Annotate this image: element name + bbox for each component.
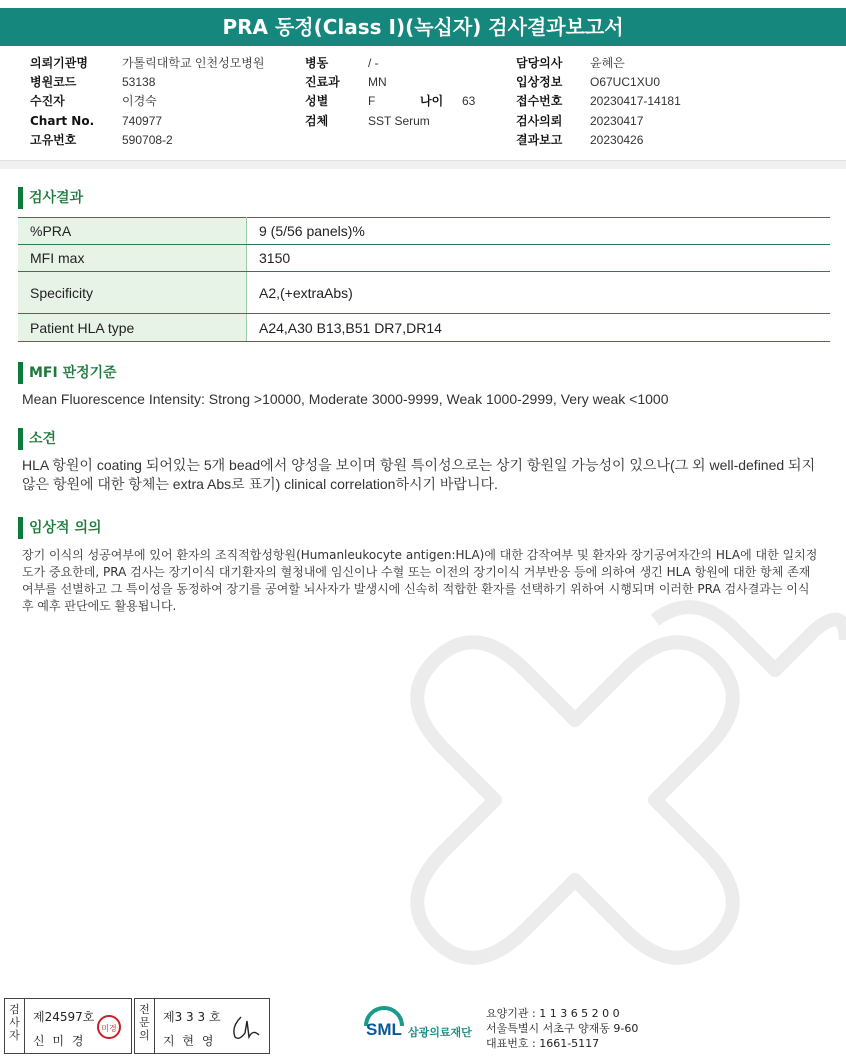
- info-value-ward: / -: [368, 56, 379, 70]
- info-value-department: MN: [368, 75, 387, 89]
- watermark-logo-icon: [395, 600, 846, 980]
- result-key: Patient HLA type: [18, 314, 247, 342]
- info-label-receipt-no: 접수번호: [516, 94, 563, 108]
- info-label-institution: 의뢰기관명: [30, 56, 88, 70]
- institution-location: 서울특별시 서초구 양재동 9-60: [486, 1022, 639, 1035]
- sml-logo: [362, 1004, 482, 1048]
- info-label-age: 나이: [420, 94, 444, 108]
- clinical-significance-text: 장기 이식의 성공여부에 있어 환자의 조직적합성항원(Humanleukocyte antigen:HLA)에 대한 감작여부 및 환자와 장기공여자간의 HLA에 대한 일치정도가 중요한데, PRA 검사는 장기이식 대기환자의 혈청내에 임신이나 수혈 또는 이전의 장기이식 거부반응 등에 의하여 생긴 HLA 항원에 대한 항체 존재 여부를 선별하고 그 특이성을 동정하여 장기를 공여할 뇌사자가 발생시에 신속히 적합한 환자를 선택하기 위하여 시행되며 이러한 PRA 검사결과는 이식 후 예후 판단에도 활용됩니다.: [22, 548, 818, 613]
- results-table: [18, 217, 830, 342]
- result-key: %PRA: [18, 218, 247, 245]
- info-value-receipt-no: 20230417-14181: [590, 94, 681, 108]
- result-key: Specificity: [18, 272, 247, 314]
- result-value: 9 (5/56 panels)%: [247, 218, 831, 245]
- info-value-hospital-code: 53138: [122, 75, 156, 89]
- confirmer-signature-icon: [229, 1013, 263, 1043]
- mfi-criteria-text: Mean Fluorescence Intensity: Strong >10000, Moderate 3000-9999, Weak 1000-2999, Very weak <1000: [22, 391, 669, 407]
- info-value-age: 63: [462, 94, 476, 108]
- info-label-unique-no: 고유번호: [30, 133, 77, 147]
- info-label-specimen: 검체: [305, 114, 329, 128]
- report-footer: [0, 996, 846, 1056]
- info-value-result-report: 20230426: [590, 133, 644, 147]
- confirmer-license: 제3 3 3 호: [163, 1010, 221, 1024]
- finding-text: HLA 항원이 coating 되어있는 5개 bead에서 양성을 보이며 항원 특이성으로는 상기 항원일 가능성이 있으나(그 외 well-defined 되지 않은 항원에 대한 항체는 extra Abs로 표기) clinical correlation하시기 바랍니다.: [22, 457, 816, 492]
- section-heading-finding: 소견: [18, 428, 56, 450]
- table-row: [18, 245, 830, 272]
- result-value: A24,A30 B13,B51 DR7,DR14: [247, 314, 831, 342]
- info-value-clinical-info: O67UC1XU0: [590, 75, 661, 89]
- info-label-patient: 수진자: [30, 94, 65, 108]
- info-value-patient: 이경숙: [122, 94, 157, 108]
- info-label-hospital-code: 병원코드: [30, 75, 77, 89]
- info-label-test-request: 검사의뢰: [516, 114, 563, 128]
- info-label-doctor: 담당의사: [516, 56, 563, 70]
- institution-phone: 대표번호 : 1661-5117: [486, 1037, 600, 1050]
- result-value: A2,(+extraAbs): [247, 272, 831, 314]
- table-row: [18, 272, 830, 314]
- tester-license: 제24597호: [33, 1010, 95, 1024]
- tester-signature-box: [4, 998, 132, 1054]
- info-label-ward: 병동: [305, 56, 329, 70]
- info-value-doctor: 윤혜은: [590, 56, 625, 70]
- tester-name: 신 미 경: [33, 1034, 86, 1048]
- confirmer-signature-box: [134, 998, 270, 1054]
- info-value-institution: 가톨릭대학교 인천성모병원: [122, 56, 265, 70]
- confirmer-name: 지 현 영: [163, 1034, 216, 1048]
- institution-code: 요양기관 : 1 1 3 6 5 2 0 0: [486, 1007, 620, 1020]
- info-value-sex: F: [368, 94, 376, 108]
- sml-logo-name: 삼광의료재단: [408, 1026, 472, 1039]
- result-key: MFI max: [18, 245, 247, 272]
- info-value-test-request: 20230417: [590, 114, 644, 128]
- info-label-department: 진료과: [305, 75, 340, 89]
- info-label-chart-no: Chart No.: [30, 114, 95, 128]
- info-label-result-report: 결과보고: [516, 133, 563, 147]
- tester-vertical-label: 검사자: [5, 999, 25, 1053]
- info-value-unique-no: 590708-2: [122, 133, 173, 147]
- result-value: 3150: [247, 245, 831, 272]
- section-heading-mfi: MFI 판정기준: [18, 362, 117, 384]
- header-divider: [0, 160, 846, 169]
- info-value-specimen: SST Serum: [368, 114, 430, 128]
- report-title: PRA 동정(Class I)(녹십자) 검사결과보고서: [0, 8, 846, 46]
- section-heading-results: 검사결과: [18, 187, 83, 209]
- tester-seal-icon: 미경: [97, 1015, 121, 1039]
- sml-logo-mark: SML: [366, 1020, 402, 1039]
- table-row: [18, 314, 830, 342]
- info-value-chart-no: 740977: [122, 114, 163, 128]
- patient-info-block: [0, 54, 846, 150]
- confirmer-vertical-label: 전문의: [135, 999, 155, 1053]
- info-label-clinical-info: 입상정보: [516, 75, 563, 89]
- info-label-sex: 성별: [305, 94, 329, 108]
- section-heading-clinical: 임상적 의의: [18, 517, 102, 539]
- institution-address: [486, 1006, 638, 1051]
- table-row: [18, 218, 830, 245]
